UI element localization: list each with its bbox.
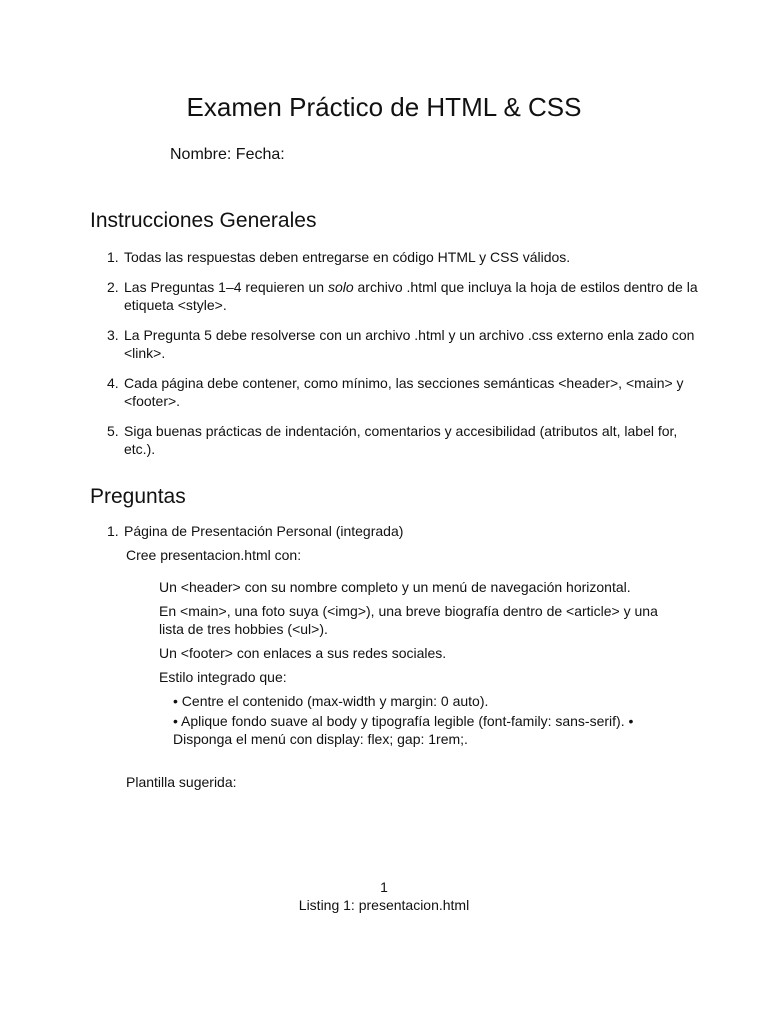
list-item-text xyxy=(124,278,707,314)
instructions-list xyxy=(107,248,707,470)
text-fragment: archivo .html que incluya la hoja de estilos dentro de la etiqueta <style>. xyxy=(124,279,698,313)
list-item-number: 2. xyxy=(107,279,119,295)
list-item-number: 3. xyxy=(107,327,119,343)
page-title: Examen Práctico de HTML & CSS xyxy=(186,92,582,122)
questions-heading: Preguntas xyxy=(90,485,186,508)
instructions-heading: Instrucciones Generales xyxy=(90,209,317,232)
question-requirements xyxy=(159,578,679,748)
style-bullet-list xyxy=(173,692,679,748)
author-date-line: Nombre: Fecha: xyxy=(170,146,285,163)
question-number: 1. xyxy=(107,523,119,539)
requirement-footer: Un <footer> con enlaces a sus redes sociales. xyxy=(159,645,447,661)
list-item-number: 1. xyxy=(107,249,119,265)
list-item xyxy=(107,278,707,314)
list-item xyxy=(107,422,707,458)
style-bullet: • Aplique fondo suave al body y tipografía legible (font-family: sans-serif). • Disponga el menú con display: flex; gap: 1rem;. xyxy=(173,713,634,747)
requirement-style: Estilo integrado que: xyxy=(159,669,287,685)
list-item xyxy=(107,248,707,266)
list-item-text: Cada página debe contener, como mínimo, las secciones semánticas <header>, <main> y <footer>. xyxy=(124,375,684,409)
list-item-text: La Pregunta 5 debe resolverse con un archivo .html y un archivo .css externo enla zado con <link>. xyxy=(124,327,695,361)
list-item xyxy=(107,374,707,410)
text-fragment: Las Preguntas 1–4 requieren un xyxy=(124,279,328,295)
page-number: 1 xyxy=(380,879,388,895)
list-item-text: Siga buenas prácticas de indentación, comentarios y accesibilidad (atributos alt, label for, etc.). xyxy=(124,423,678,457)
template-label: Plantilla sugerida: xyxy=(126,774,237,790)
question-title-text: Página de Presentación Personal (integrada) xyxy=(124,523,404,539)
question-intro: Cree presentacion.html con: xyxy=(126,547,302,563)
emphasis-text: solo xyxy=(327,279,354,295)
list-item-text: Todas las respuestas deben entregarse en código HTML y CSS válidos. xyxy=(124,249,571,265)
list-item-number: 5. xyxy=(107,423,119,439)
listing-caption: Listing 1: presentacion.html xyxy=(298,897,470,913)
requirement-main: En <main>, una foto suya (<img>), una breve biografía dentro de <article> y una lista de tres hobbies (<ul>). xyxy=(159,603,658,637)
list-item xyxy=(107,326,707,362)
question-1 xyxy=(107,522,707,750)
list-item-number: 4. xyxy=(107,375,119,391)
requirement-header: Un <header> con su nombre completo y un menú de navegación horizontal. xyxy=(159,579,631,595)
style-bullet: • Centre el contenido (max-width y margin: 0 auto). xyxy=(173,693,489,709)
question-title xyxy=(107,522,707,540)
